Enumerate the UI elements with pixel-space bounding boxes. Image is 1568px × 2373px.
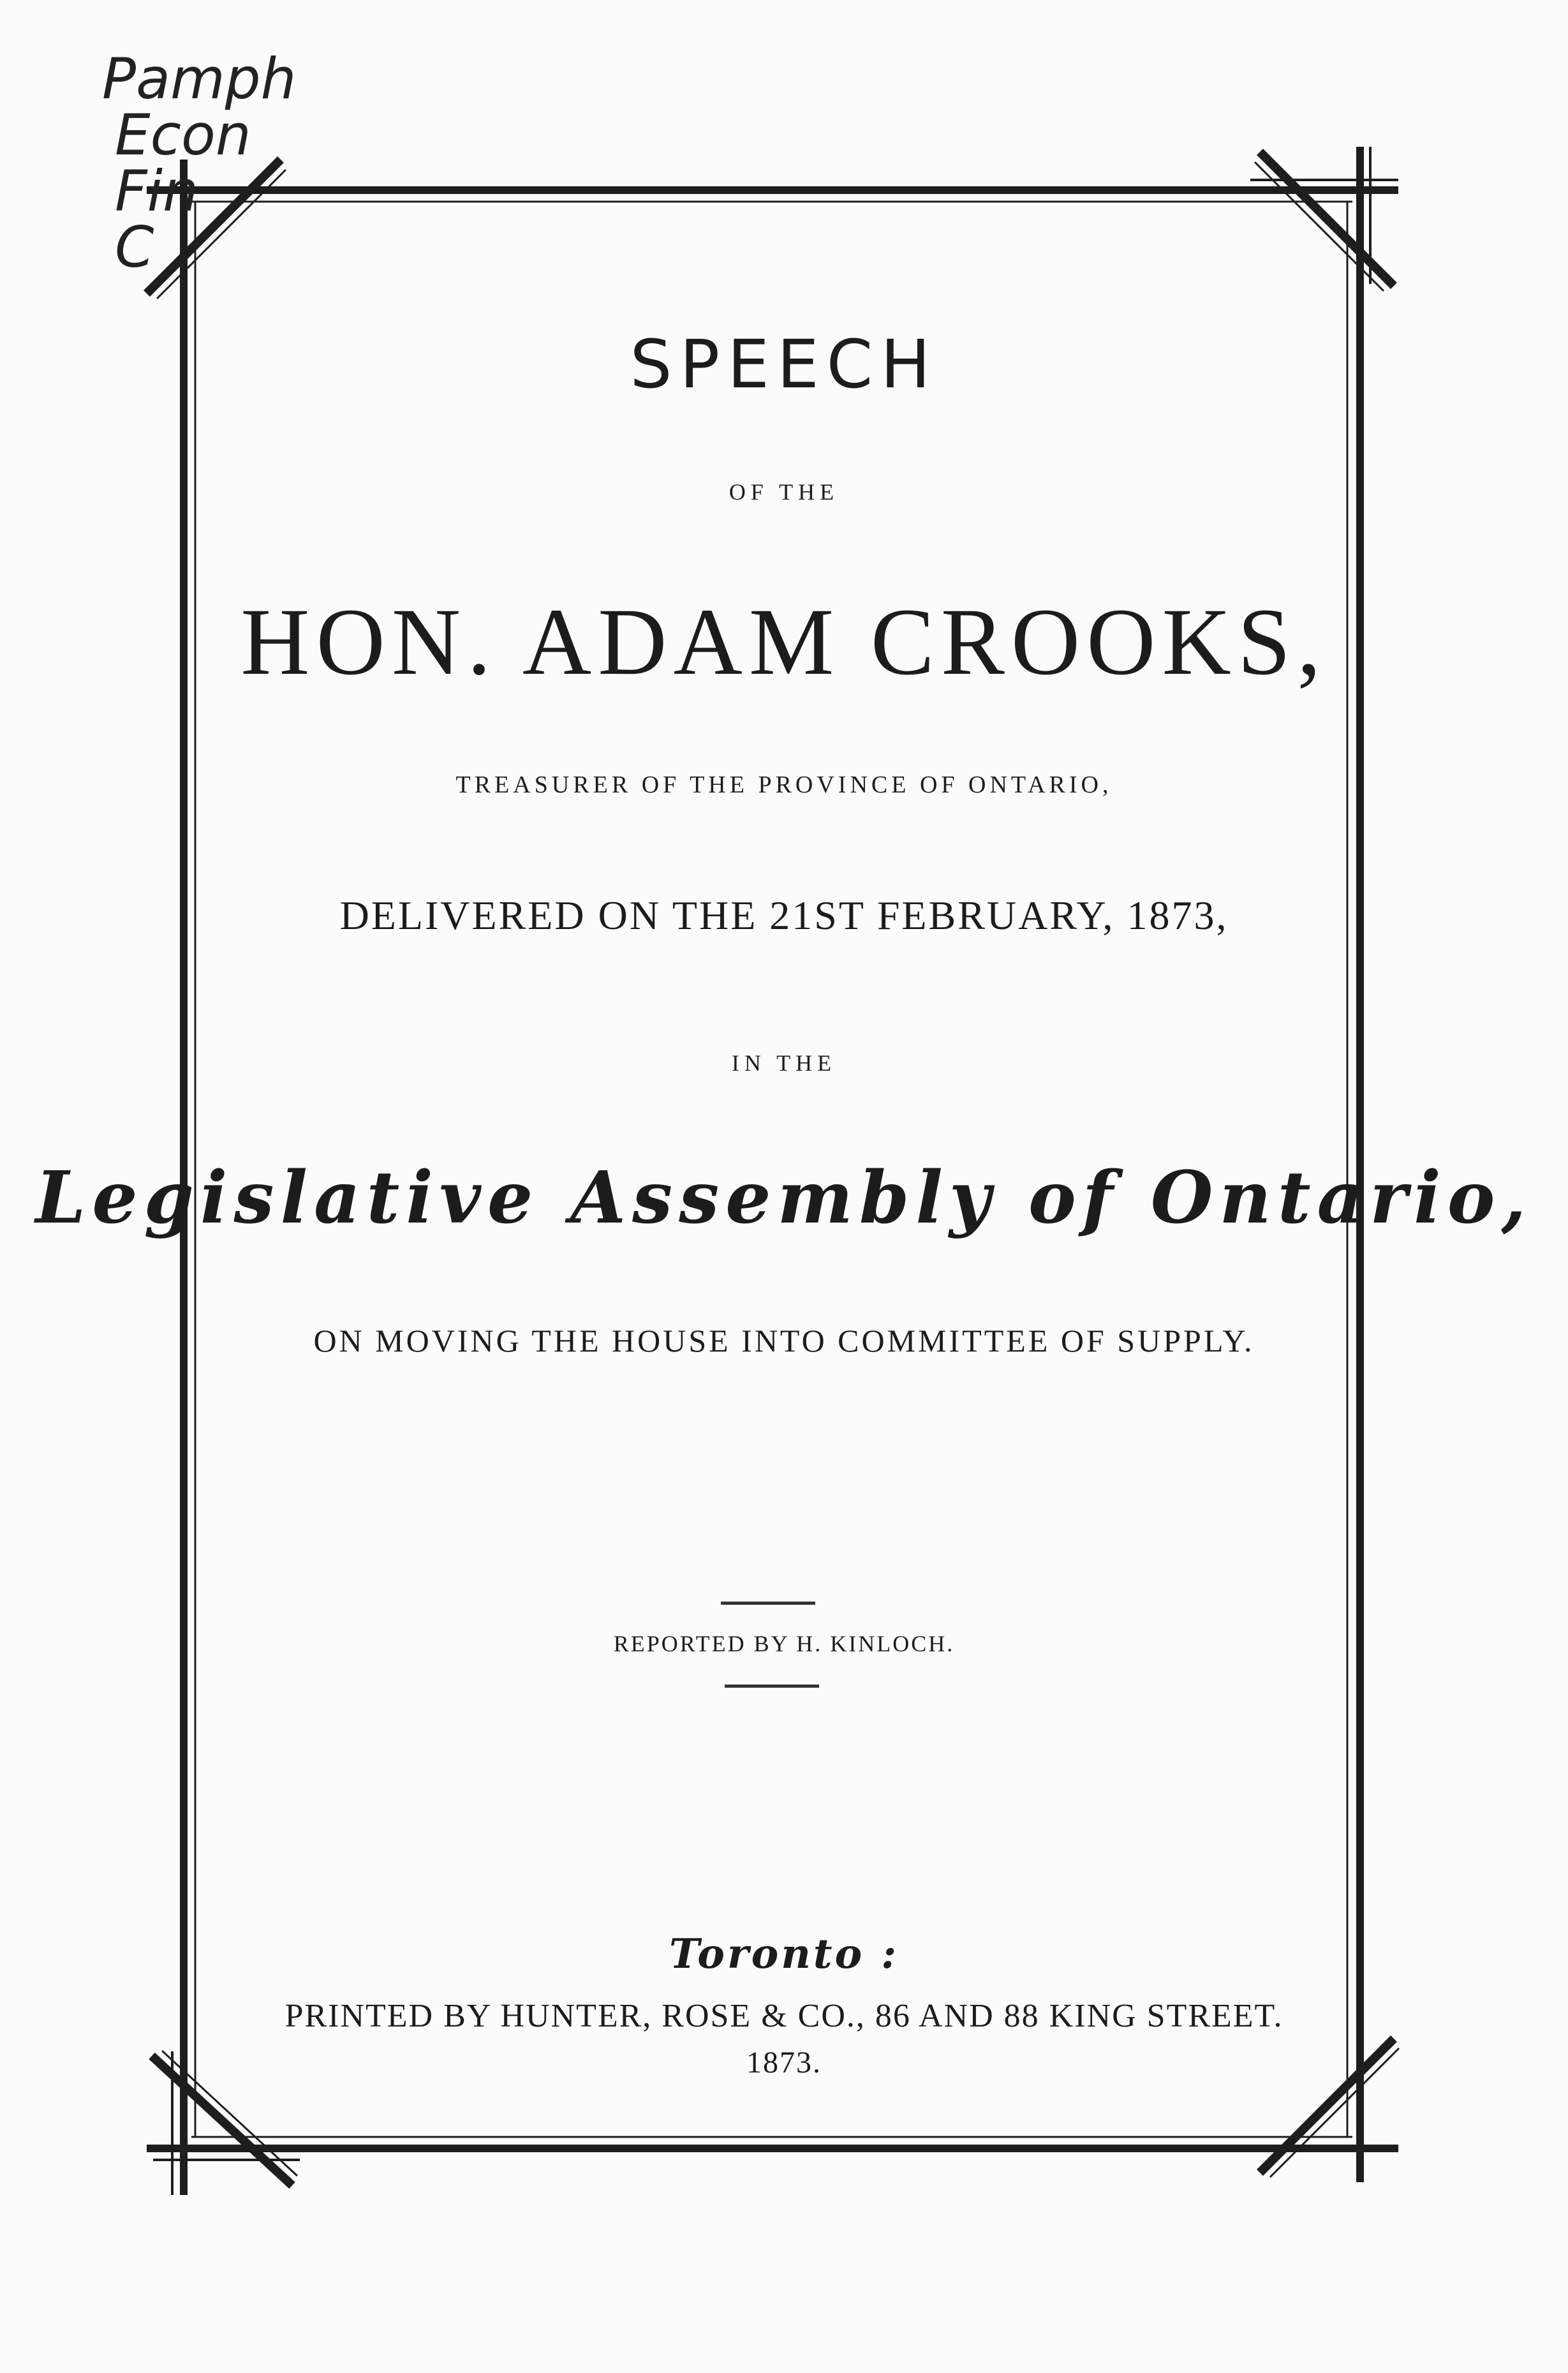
- divider-rule: [721, 1602, 815, 1605]
- office-line: TREASURER OF THE PROVINCE OF ONTARIO,: [455, 771, 1113, 798]
- delivered-line: DELIVERED ON THE 21ST FEBRUARY, 1873,: [339, 893, 1229, 938]
- year-line: 1873.: [746, 2046, 822, 2079]
- speaker-name: HON. ADAM CROOKS,: [240, 589, 1328, 695]
- occasion-line: ON MOVING THE HOUSE INTO COMMITTEE OF SUPPLY.: [313, 1323, 1255, 1358]
- city-line: Toronto :: [669, 1930, 899, 1978]
- of-the-line: OF THE: [729, 479, 839, 505]
- printer-line: PRINTED BY HUNTER, ROSE & CO., 86 AND 88 KING STREET.: [285, 1998, 1283, 2034]
- handwritten-line: Econ: [115, 102, 251, 168]
- in-the-line: IN THE: [731, 1050, 837, 1076]
- divider-rule: [725, 1685, 819, 1688]
- assembly-line: Legislative Assembly of Ontario,: [35, 1156, 1533, 1240]
- speech-heading: SPEECH: [630, 325, 938, 403]
- handwritten-line: Pamph: [102, 46, 297, 112]
- handwritten-line: Fin: [115, 158, 198, 224]
- reporter-line: REPORTED BY H. KINLOCH.: [613, 1631, 955, 1656]
- handwritten-shelfmark: [102, 46, 297, 280]
- handwritten-line: C: [115, 214, 154, 280]
